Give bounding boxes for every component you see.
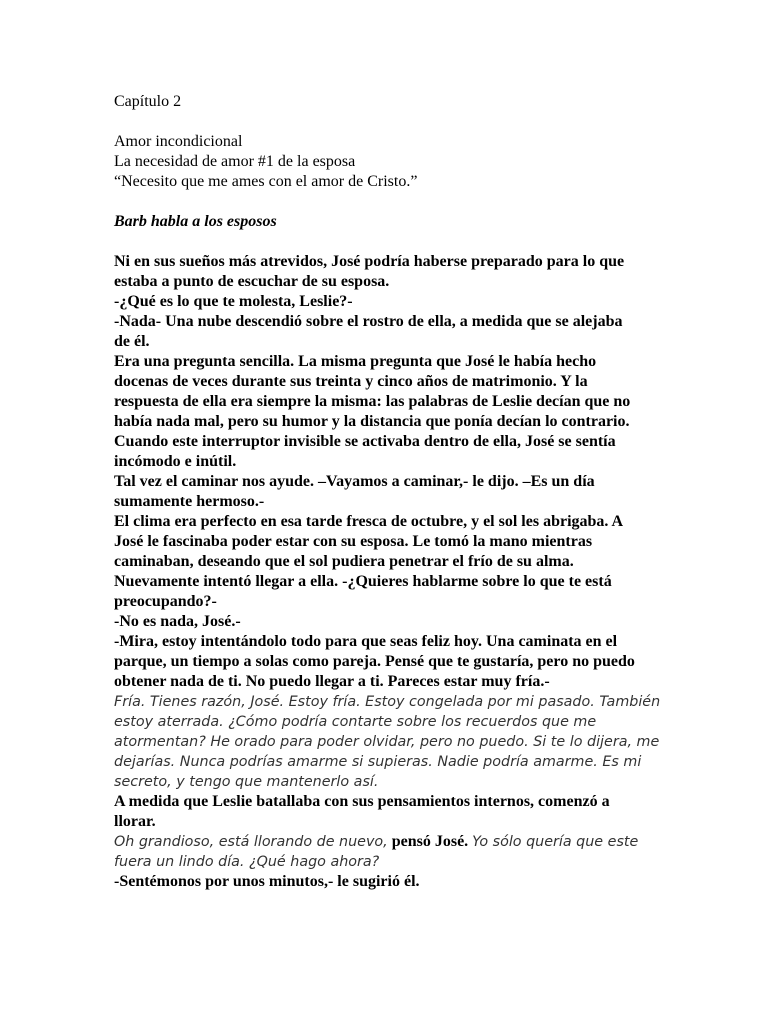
text-line: Era una pregunta sencilla. La misma pregunta que José le había hecho — [114, 353, 597, 370]
thought-line: estoy aterrada. ¿Cómo podría contarte sobre los recuerdos que me — [114, 714, 597, 730]
narrative-block — [114, 792, 674, 832]
text-line: caminaban, deseando que el sol pudiera penetrar el frío de su alma. — [114, 553, 574, 570]
narration-fragment: pensó José. — [387, 833, 473, 850]
heading-line-1: Amor incondicional — [114, 133, 243, 150]
text-line: -¿Qué es lo que te molesta, Leslie?- — [114, 293, 353, 310]
text-line: Nuevamente intentó llegar a ella. -¿Quieres hablarme sobre lo que te está — [114, 573, 612, 590]
spacer — [114, 192, 674, 212]
document-body — [114, 92, 674, 892]
text-line: estaba a punto de escuchar de su esposa. — [114, 273, 390, 290]
thought-line: atormentan? He orado para poder olvidar, pero no puedo. Si te lo dijera, me — [114, 734, 660, 750]
thought-line: secreto, y tengo que mantenerlo así. — [114, 774, 379, 790]
text-line: El clima era perfecto en esa tarde fresca de octubre, y el sol les abrigaba. A — [114, 513, 624, 530]
section-title: Barb habla a los esposos — [114, 213, 277, 230]
mixed-thought-line — [114, 832, 674, 852]
narrative-block — [114, 252, 674, 692]
inner-thought-block — [114, 692, 674, 792]
text-line: Ni en sus sueños más atrevidos, José podría haberse preparado para lo que — [114, 253, 625, 270]
heading-line-3: “Necesito que me ames con el amor de Cristo.” — [114, 173, 418, 190]
text-line: -Sentémonos por unos minutos,- le sugirió él. — [114, 873, 420, 890]
text-line: respuesta de ella era siempre la misma: las palabras de Leslie decían que no — [114, 393, 631, 410]
text-line: docenas de veces durante sus treinta y cinco años de matrimonio. Y la — [114, 373, 588, 390]
thought-line: Fría. Tienes razón, José. Estoy fría. Estoy congelada por mi pasado. También — [114, 694, 661, 710]
thought-line: fuera un lindo día. ¿Qué hago ahora? — [114, 854, 380, 870]
text-line: -No es nada, José.- — [114, 613, 241, 630]
thought-fragment: Yo sólo quería que este — [472, 834, 639, 850]
text-line: de él. — [114, 333, 150, 350]
heading-line-2: La necesidad de amor #1 de la esposa — [114, 153, 356, 170]
text-line: -Nada- Una nube descendió sobre el rostro de ella, a medida que se alejaba — [114, 313, 623, 330]
chapter-title: Capítulo 2 — [114, 93, 182, 110]
thought-line: dejarías. Nunca podrías amarme si supieras. Nadie podría amarme. Es mi — [114, 754, 642, 770]
text-line: llorar. — [114, 813, 156, 830]
text-line: sumamente hermoso.- — [114, 493, 265, 510]
text-line: había nada mal, pero su humor y la distancia que ponía decían lo contrario. — [114, 413, 630, 430]
text-line: incómodo e inútil. — [114, 453, 237, 470]
thought-fragment: Oh grandioso, está llorando de nuevo, — [114, 834, 388, 850]
text-line: preocupando?- — [114, 593, 217, 610]
text-line: José le fascinaba poder estar con su esposa. Le tomó la mano mientras — [114, 533, 593, 550]
text-line: obtener nada de ti. No puedo llegar a ti. Pareces estar muy fría.- — [114, 673, 550, 690]
text-line: A medida que Leslie batallaba con sus pensamientos internos, comenzó a — [114, 793, 610, 810]
text-line: parque, un tiempo a solas como pareja. Pensé que te gustaría, pero no puedo — [114, 653, 635, 670]
text-line: Cuando este interruptor invisible se activaba dentro de ella, José se sentía — [114, 433, 616, 450]
spacer — [114, 232, 674, 252]
text-line: -Mira, estoy intentándolo todo para que seas feliz hoy. Una caminata en el — [114, 633, 618, 650]
text-line: Tal vez el caminar nos ayude. –Vayamos a caminar,- le dijo. –Es un día — [114, 473, 595, 490]
spacer — [114, 112, 674, 132]
